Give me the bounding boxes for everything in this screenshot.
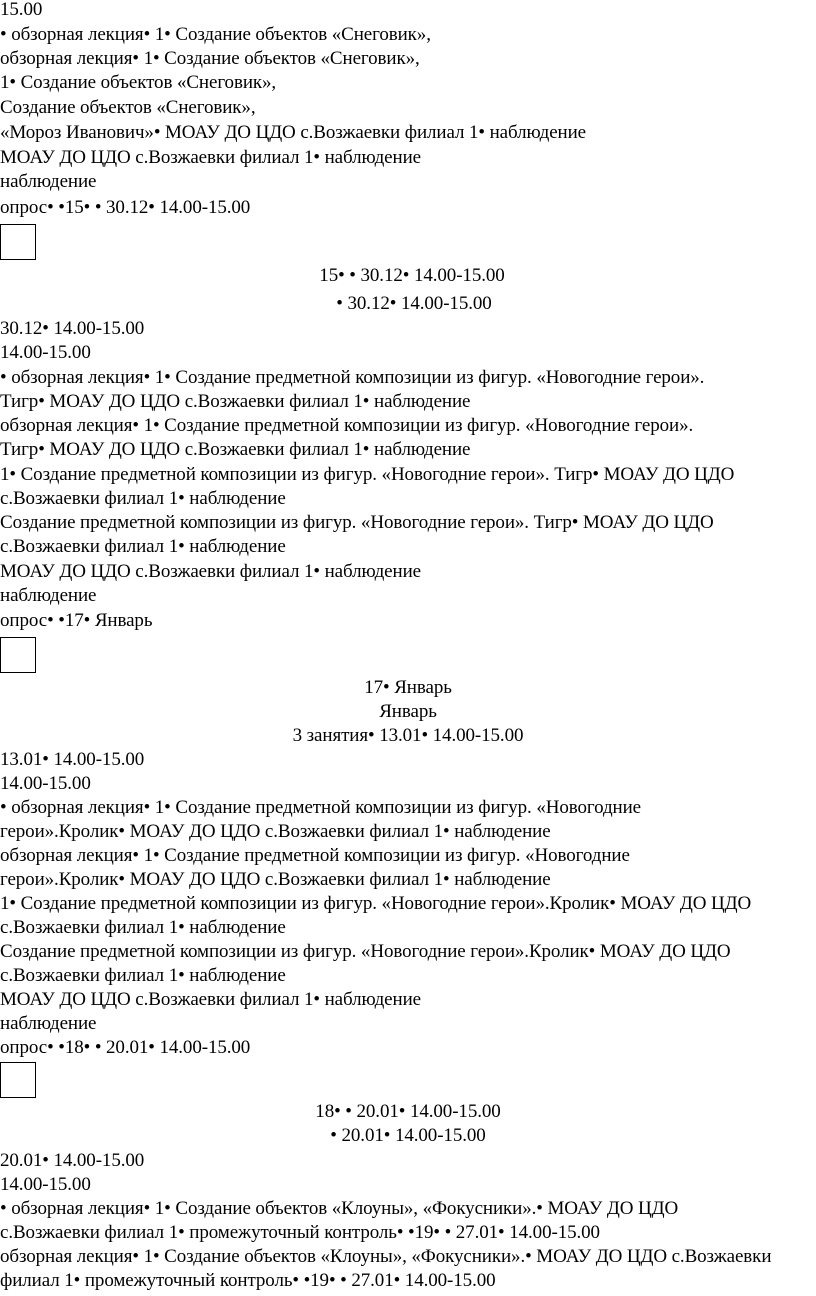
text-line: 20.01• 14.00-15.00 [0, 1150, 145, 1171]
text-line: герои».Кролик• МОАУ ДО ЦДО с.Возжаевки филиал 1• наблюдение [0, 821, 551, 842]
text-line: 13.01• 14.00-15.00 [0, 749, 145, 770]
text-line: 15.00 [0, 0, 43, 20]
text-line-centered: 17• Январь [364, 677, 452, 698]
text-line: • обзорная лекция• 1• Создание предметной композиции из фигур. «Новогодние герои». [0, 367, 705, 388]
text-line: с.Возжаевки филиал 1• наблюдение [0, 536, 286, 557]
text-line: МОАУ ДО ЦДО с.Возжаевки филиал 1• наблюдение [0, 561, 421, 582]
empty-box [0, 224, 36, 260]
text-line: Создание предметной композиции из фигур. «Новогодние герои». Тигр• МОАУ ДО ЦДО [0, 512, 714, 533]
text-line: опрос• •18• • 20.01• 14.00-15.00 [0, 1037, 251, 1058]
text-line: 14.00-15.00 [0, 342, 91, 363]
text-line: филиал 1• промежуточный контроль• •19• • 27.01• 14.00-15.00 [0, 1270, 496, 1291]
text-line: МОАУ ДО ЦДО с.Возжаевки филиал 1• наблюдение [0, 989, 421, 1010]
text-line-centered: Январь [379, 701, 437, 722]
text-line: 30.12• 14.00-15.00 [0, 318, 145, 339]
text-line: 1• Создание предметной композиции из фигур. «Новогодние герои».Кролик• МОАУ ДО ЦДО [0, 893, 752, 914]
text-line: с.Возжаевки филиал 1• наблюдение [0, 965, 286, 986]
text-line: опрос• •15• • 30.12• 14.00-15.00 [0, 197, 251, 218]
text-line: «Мороз Иванович»• МОАУ ДО ЦДО с.Возжаевки филиал 1• наблюдение [0, 122, 586, 143]
text-line: с.Возжаевки филиал 1• наблюдение [0, 917, 286, 938]
empty-box [0, 637, 36, 673]
text-line-centered: 18• • 20.01• 14.00-15.00 [315, 1101, 501, 1122]
text-line-centered: • 20.01• 14.00-15.00 [330, 1125, 486, 1146]
text-line: Создание объектов «Снеговик», [0, 97, 256, 118]
text-line: с.Возжаевки филиал 1• промежуточный контроль• •19• • 27.01• 14.00-15.00 [0, 1222, 600, 1243]
text-line: 1• Создание объектов «Снеговик», [0, 72, 277, 93]
empty-box [0, 1062, 36, 1098]
text-line: 1• Создание предметной композиции из фигур. «Новогодние герои». Тигр• МОАУ ДО ЦДО [0, 464, 735, 485]
text-line: обзорная лекция• 1• Создание объектов «Снеговик», [0, 48, 420, 69]
text-line: наблюдение [0, 585, 97, 606]
text-line-centered: 15• • 30.12• 14.00-15.00 [319, 265, 505, 286]
text-line: 14.00-15.00 [0, 1174, 91, 1195]
text-line: с.Возжаевки филиал 1• наблюдение [0, 488, 286, 509]
text-line: 14.00-15.00 [0, 773, 91, 794]
text-line: Тигр• МОАУ ДО ЦДО с.Возжаевки филиал 1• наблюдение [0, 439, 471, 460]
text-line: обзорная лекция• 1• Создание объектов «Клоуны», «Фокусники».• МОАУ ДО ЦДО с.Возжаевки [0, 1246, 772, 1267]
text-line: обзорная лекция• 1• Создание предметной композиции из фигур. «Новогодние [0, 845, 630, 866]
text-line-centered: 3 занятия• 13.01• 14.00-15.00 [292, 725, 524, 746]
text-line: • обзорная лекция• 1• Создание объектов «Снеговик», [0, 24, 431, 45]
text-line: МОАУ ДО ЦДО с.Возжаевки филиал 1• наблюдение [0, 147, 421, 168]
text-line: наблюдение [0, 1013, 97, 1034]
text-line-centered: • 30.12• 14.00-15.00 [336, 293, 492, 314]
text-line: герои».Кролик• МОАУ ДО ЦДО с.Возжаевки филиал 1• наблюдение [0, 869, 551, 890]
text-line: опрос• •17• Январь [0, 610, 153, 631]
text-line: Создание предметной композиции из фигур. «Новогодние герои».Кролик• МОАУ ДО ЦДО [0, 941, 731, 962]
text-line: Тигр• МОАУ ДО ЦДО с.Возжаевки филиал 1• наблюдение [0, 391, 471, 412]
text-line: • обзорная лекция• 1• Создание предметной композиции из фигур. «Новогодние [0, 797, 641, 818]
text-line: обзорная лекция• 1• Создание предметной композиции из фигур. «Новогодние герои». [0, 415, 694, 436]
text-line: наблюдение [0, 171, 97, 192]
text-line: • обзорная лекция• 1• Создание объектов «Клоуны», «Фокусники».• МОАУ ДО ЦДО [0, 1198, 679, 1219]
